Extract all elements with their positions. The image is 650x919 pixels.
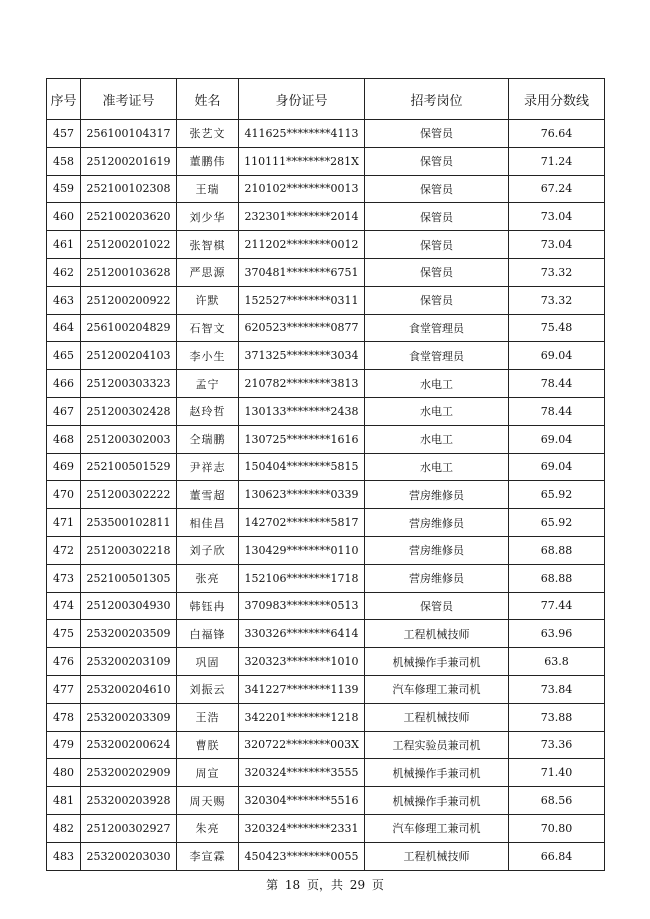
- row-score: 68.88: [509, 564, 605, 592]
- row-exam-id: 251200201619: [81, 147, 177, 175]
- row-position: 机械操作手兼司机: [365, 648, 509, 676]
- page-number: 第 18 页，共 29 页: [266, 878, 384, 892]
- table-row: [47, 731, 605, 759]
- row-exam-id: 256100204829: [81, 314, 177, 342]
- row-exam-id: 253200204610: [81, 675, 177, 703]
- row-position: 水电工: [365, 453, 509, 481]
- row-exam-id: 251200103628: [81, 258, 177, 286]
- table-row: [47, 842, 605, 870]
- table-row: [47, 592, 605, 620]
- row-seq: 463: [47, 286, 81, 314]
- row-score: 71.40: [509, 759, 605, 787]
- row-seq: 466: [47, 370, 81, 398]
- row-exam-id: 253200202909: [81, 759, 177, 787]
- row-score: 70.80: [509, 814, 605, 842]
- row-seq: 477: [47, 675, 81, 703]
- row-id-number: 130429********0110: [239, 536, 365, 564]
- row-position: 保管员: [365, 147, 509, 175]
- row-name: 尹祥志: [177, 453, 239, 481]
- row-name: 张艺文: [177, 120, 239, 148]
- table-row: [47, 787, 605, 815]
- row-seq: 473: [47, 564, 81, 592]
- row-seq: 464: [47, 314, 81, 342]
- row-seq: 479: [47, 731, 81, 759]
- row-seq: 469: [47, 453, 81, 481]
- row-position: 工程机械技师: [365, 620, 509, 648]
- table-row: [47, 258, 605, 286]
- row-score: 63.96: [509, 620, 605, 648]
- row-exam-id: 253200203509: [81, 620, 177, 648]
- row-id-number: 370481********6751: [239, 258, 365, 286]
- row-score: 73.04: [509, 231, 605, 259]
- row-position: 营房维修员: [365, 481, 509, 509]
- table-row: [47, 648, 605, 676]
- table-row: [47, 147, 605, 175]
- row-id-number: 342201********1218: [239, 703, 365, 731]
- table-row: [47, 286, 605, 314]
- table-row: [47, 370, 605, 398]
- row-id-number: 211202********0012: [239, 231, 365, 259]
- row-score: 75.48: [509, 314, 605, 342]
- row-seq: 481: [47, 787, 81, 815]
- table-row: [47, 620, 605, 648]
- row-id-number: 130133********2438: [239, 397, 365, 425]
- row-score: 78.44: [509, 370, 605, 398]
- row-id-number: 150404********5815: [239, 453, 365, 481]
- row-score: 68.88: [509, 536, 605, 564]
- row-seq: 476: [47, 648, 81, 676]
- row-id-number: 320323********1010: [239, 648, 365, 676]
- row-name: 朱亮: [177, 814, 239, 842]
- row-seq: 475: [47, 620, 81, 648]
- row-seq: 461: [47, 231, 81, 259]
- row-name: 仝瑞鹏: [177, 425, 239, 453]
- row-position: 保管员: [365, 120, 509, 148]
- row-id-number: 142702********5817: [239, 509, 365, 537]
- row-score: 67.24: [509, 175, 605, 203]
- row-name: 董鹏伟: [177, 147, 239, 175]
- row-id-number: 450423********0055: [239, 842, 365, 870]
- row-position: 营房维修员: [365, 509, 509, 537]
- row-position: 营房维修员: [365, 564, 509, 592]
- table-row: [47, 703, 605, 731]
- header-id-number: 身份证号: [239, 79, 365, 120]
- row-name: 张智棋: [177, 231, 239, 259]
- row-position: 保管员: [365, 175, 509, 203]
- row-id-number: 130725********1616: [239, 425, 365, 453]
- table-row: [47, 203, 605, 231]
- row-id-number: 620523********0877: [239, 314, 365, 342]
- row-seq: 470: [47, 481, 81, 509]
- row-name: 刘少华: [177, 203, 239, 231]
- row-id-number: 341227********1139: [239, 675, 365, 703]
- row-seq: 459: [47, 175, 81, 203]
- row-seq: 457: [47, 120, 81, 148]
- row-name: 赵玲哲: [177, 397, 239, 425]
- row-name: 李宣霖: [177, 842, 239, 870]
- row-position: 食堂管理员: [365, 314, 509, 342]
- row-name: 许默: [177, 286, 239, 314]
- table-row: [47, 231, 605, 259]
- table-row: [47, 425, 605, 453]
- row-seq: 467: [47, 397, 81, 425]
- row-name: 董雪超: [177, 481, 239, 509]
- row-exam-id: 253200203030: [81, 842, 177, 870]
- table-row: [47, 509, 605, 537]
- row-position: 保管员: [365, 592, 509, 620]
- row-exam-id: 252100501305: [81, 564, 177, 592]
- row-position: 保管员: [365, 258, 509, 286]
- row-id-number: 210782********3813: [239, 370, 365, 398]
- table-row: [47, 564, 605, 592]
- row-name: 王浩: [177, 703, 239, 731]
- row-name: 石智文: [177, 314, 239, 342]
- row-position: 保管员: [365, 231, 509, 259]
- row-score: 69.04: [509, 453, 605, 481]
- row-score: 65.92: [509, 509, 605, 537]
- row-id-number: 320324********3555: [239, 759, 365, 787]
- row-exam-id: 251200303323: [81, 370, 177, 398]
- row-position: 工程实验员兼司机: [365, 731, 509, 759]
- table-row: [47, 175, 605, 203]
- table-row: [47, 675, 605, 703]
- header-seq: 序号: [47, 79, 81, 120]
- row-score: 69.04: [509, 425, 605, 453]
- row-score: 65.92: [509, 481, 605, 509]
- row-id-number: 320722********003X: [239, 731, 365, 759]
- header-score: 录用分数线: [509, 79, 605, 120]
- row-exam-id: 251200302218: [81, 536, 177, 564]
- row-position: 机械操作手兼司机: [365, 787, 509, 815]
- row-position: 汽车修理工兼司机: [365, 814, 509, 842]
- row-exam-id: 251200302927: [81, 814, 177, 842]
- row-seq: 471: [47, 509, 81, 537]
- row-exam-id: 253200203309: [81, 703, 177, 731]
- row-position: 保管员: [365, 286, 509, 314]
- table-row: [47, 814, 605, 842]
- row-exam-id: 251200302428: [81, 397, 177, 425]
- table-row: [47, 481, 605, 509]
- row-position: 水电工: [365, 397, 509, 425]
- row-position: 食堂管理员: [365, 342, 509, 370]
- row-seq: 483: [47, 842, 81, 870]
- row-score: 73.04: [509, 203, 605, 231]
- row-id-number: 110111********281X: [239, 147, 365, 175]
- row-score: 73.36: [509, 731, 605, 759]
- row-name: 相佳昌: [177, 509, 239, 537]
- row-id-number: 320304********5516: [239, 787, 365, 815]
- row-name: 王瑞: [177, 175, 239, 203]
- row-score: 63.8: [509, 648, 605, 676]
- row-name: 周天赐: [177, 787, 239, 815]
- row-name: 曹朕: [177, 731, 239, 759]
- header-exam-id: 准考证号: [81, 79, 177, 120]
- row-exam-id: 252100203620: [81, 203, 177, 231]
- row-id-number: 320324********2331: [239, 814, 365, 842]
- table-row: [47, 759, 605, 787]
- row-score: 76.64: [509, 120, 605, 148]
- row-name: 刘子欣: [177, 536, 239, 564]
- row-exam-id: 253200200624: [81, 731, 177, 759]
- row-name: 孟宁: [177, 370, 239, 398]
- row-id-number: 330326********6414: [239, 620, 365, 648]
- table-row: [47, 120, 605, 148]
- table-row: [47, 397, 605, 425]
- row-exam-id: 256100104317: [81, 120, 177, 148]
- row-seq: 468: [47, 425, 81, 453]
- row-score: 78.44: [509, 397, 605, 425]
- row-seq: 462: [47, 258, 81, 286]
- header-name: 姓名: [177, 79, 239, 120]
- row-name: 刘振云: [177, 675, 239, 703]
- row-score: 73.84: [509, 675, 605, 703]
- table-row: [47, 453, 605, 481]
- row-exam-id: 251200204103: [81, 342, 177, 370]
- table-row: [47, 342, 605, 370]
- row-seq: 460: [47, 203, 81, 231]
- table-header-row: [47, 79, 605, 120]
- row-exam-id: 252100102308: [81, 175, 177, 203]
- row-name: 李小生: [177, 342, 239, 370]
- row-name: 巩固: [177, 648, 239, 676]
- row-score: 68.56: [509, 787, 605, 815]
- row-name: 韩钰冉: [177, 592, 239, 620]
- row-position: 汽车修理工兼司机: [365, 675, 509, 703]
- row-position: 机械操作手兼司机: [365, 759, 509, 787]
- row-position: 营房维修员: [365, 536, 509, 564]
- row-exam-id: 251200201022: [81, 231, 177, 259]
- row-id-number: 130623********0339: [239, 481, 365, 509]
- row-name: 张亮: [177, 564, 239, 592]
- row-score: 77.44: [509, 592, 605, 620]
- table-row: [47, 314, 605, 342]
- row-id-number: 411625********4113: [239, 120, 365, 148]
- row-seq: 458: [47, 147, 81, 175]
- row-id-number: 232301********2014: [239, 203, 365, 231]
- admission-score-table: [46, 78, 605, 871]
- row-id-number: 370983********0513: [239, 592, 365, 620]
- row-exam-id: 251200302003: [81, 425, 177, 453]
- row-score: 73.88: [509, 703, 605, 731]
- row-name: 白福锋: [177, 620, 239, 648]
- table-row: [47, 536, 605, 564]
- row-seq: 478: [47, 703, 81, 731]
- row-exam-id: 252100501529: [81, 453, 177, 481]
- row-position: 工程机械技师: [365, 703, 509, 731]
- row-name: 严思源: [177, 258, 239, 286]
- row-exam-id: 251200200922: [81, 286, 177, 314]
- row-seq: 472: [47, 536, 81, 564]
- row-seq: 480: [47, 759, 81, 787]
- table-body: [47, 120, 605, 871]
- row-id-number: 371325********3034: [239, 342, 365, 370]
- row-score: 66.84: [509, 842, 605, 870]
- row-exam-id: 253500102811: [81, 509, 177, 537]
- row-position: 水电工: [365, 370, 509, 398]
- row-exam-id: 253200203109: [81, 648, 177, 676]
- row-position: 水电工: [365, 425, 509, 453]
- row-id-number: 152106********1718: [239, 564, 365, 592]
- row-id-number: 152527********0311: [239, 286, 365, 314]
- row-id-number: 210102********0013: [239, 175, 365, 203]
- row-position: 保管员: [365, 203, 509, 231]
- row-score: 73.32: [509, 286, 605, 314]
- row-exam-id: 251200304930: [81, 592, 177, 620]
- row-score: 69.04: [509, 342, 605, 370]
- row-exam-id: 251200302222: [81, 481, 177, 509]
- row-seq: 465: [47, 342, 81, 370]
- row-seq: 474: [47, 592, 81, 620]
- row-seq: 482: [47, 814, 81, 842]
- row-name: 周宣: [177, 759, 239, 787]
- row-exam-id: 253200203928: [81, 787, 177, 815]
- header-position: 招考岗位: [365, 79, 509, 120]
- row-score: 71.24: [509, 147, 605, 175]
- row-position: 工程机械技师: [365, 842, 509, 870]
- row-score: 73.32: [509, 258, 605, 286]
